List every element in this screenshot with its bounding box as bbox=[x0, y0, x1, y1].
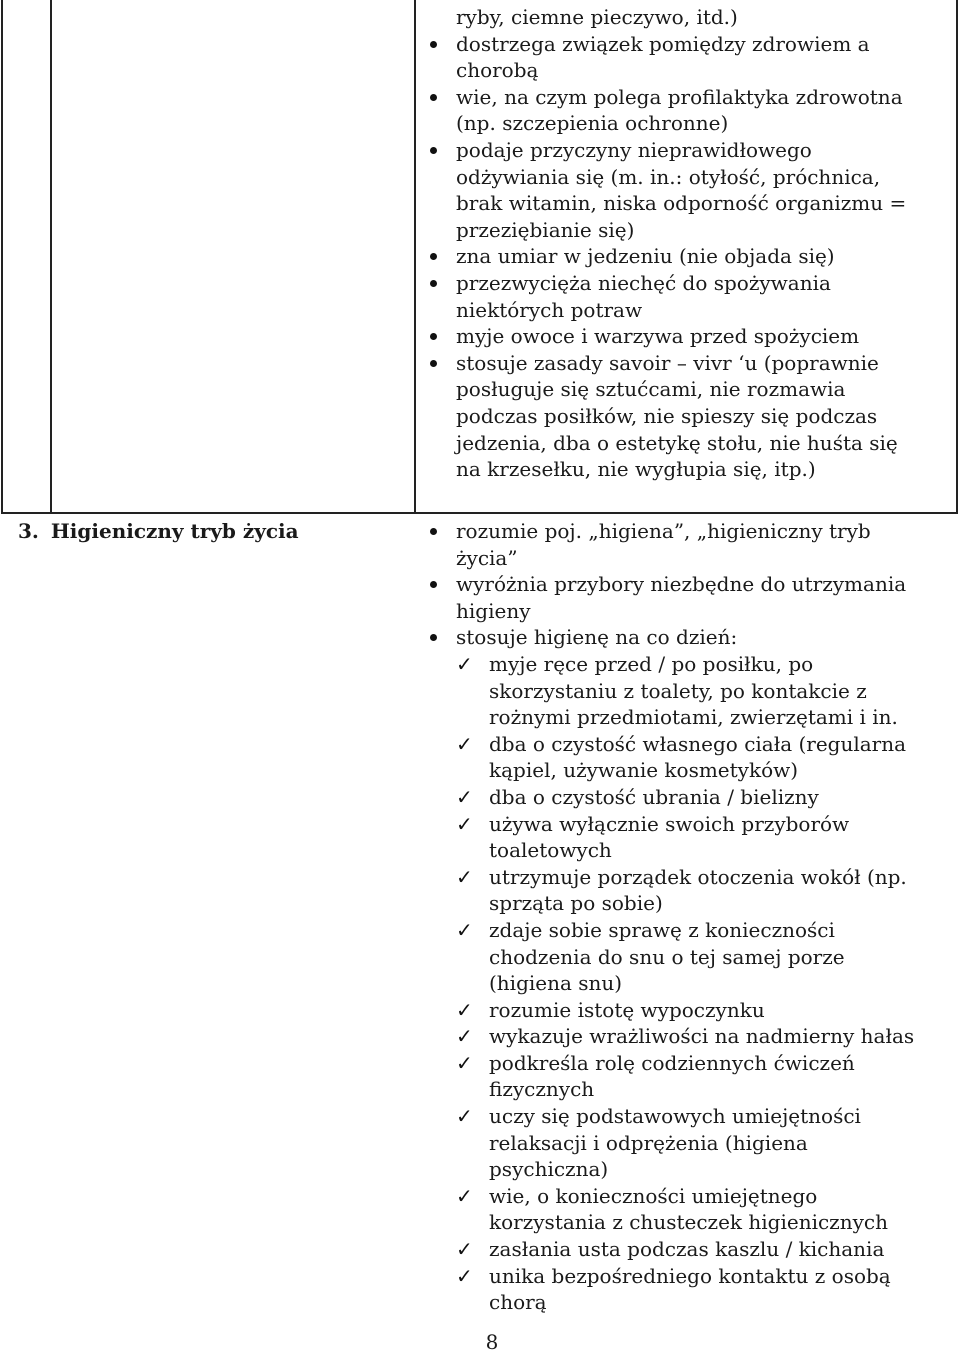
item-text: relaksacji i odprężenia (higiena bbox=[489, 1130, 808, 1155]
item-text: zasłania usta podczas kaszlu / kichania bbox=[489, 1237, 885, 1262]
checklist-item-continuation bbox=[420, 944, 955, 971]
item-text: posługuje się sztućcami, nie rozmawia bbox=[456, 377, 846, 402]
item-text: używa wyłącznie swoich przyborów bbox=[489, 811, 850, 836]
item-text: (np. szczepienia ochronne) bbox=[456, 111, 729, 136]
bullet-icon bbox=[430, 528, 437, 535]
item-text: psychiczna) bbox=[489, 1157, 609, 1182]
bullet-item-continuation bbox=[420, 545, 955, 572]
bullet-icon bbox=[430, 360, 437, 367]
bullet-icon bbox=[430, 333, 437, 340]
item-text: niektórych potraw bbox=[456, 297, 643, 322]
checklist-item bbox=[420, 997, 955, 1024]
bullet-item-continuation bbox=[420, 57, 955, 84]
checklist-item bbox=[420, 864, 955, 891]
bullet-icon bbox=[430, 94, 437, 101]
checklist-item-continuation bbox=[420, 704, 955, 731]
checkmark-icon: ✓ bbox=[456, 1104, 473, 1129]
item-text: chorobą bbox=[456, 58, 539, 83]
checklist-item-continuation bbox=[420, 1156, 955, 1183]
checkmark-icon: ✓ bbox=[456, 1050, 473, 1075]
bullet-item-continuation bbox=[420, 164, 955, 191]
item-text: higieny bbox=[456, 598, 531, 623]
table-border-middle-upper bbox=[50, 0, 52, 513]
item-text: jedzenia, dba o estetykę stołu, nie huśta się bbox=[456, 430, 898, 455]
checklist-item-continuation bbox=[420, 1130, 955, 1157]
checkmark-icon: ✓ bbox=[456, 1263, 473, 1288]
checklist-item-continuation bbox=[420, 970, 955, 997]
item-text: brak witamin, niska odporność organizmu = bbox=[456, 191, 907, 216]
checklist-item-continuation bbox=[420, 837, 955, 864]
bullet-item bbox=[420, 243, 955, 270]
bullet-item-continuation bbox=[420, 190, 955, 217]
checklist-item-continuation bbox=[420, 890, 955, 917]
checkmark-icon: ✓ bbox=[456, 1237, 473, 1262]
bullet-item-continuation bbox=[420, 110, 955, 137]
bullet-item bbox=[420, 270, 955, 297]
bullet-item bbox=[420, 84, 955, 111]
checklist-item-continuation bbox=[420, 1209, 955, 1236]
bullet-icon bbox=[430, 280, 437, 287]
checkmark-icon: ✓ bbox=[456, 1024, 473, 1049]
section-title: Higieniczny tryb życia bbox=[50, 519, 299, 543]
checklist-item bbox=[420, 651, 955, 678]
item-text: wyróżnia przybory niezbędne do utrzymania bbox=[456, 572, 907, 597]
section-heading bbox=[18, 518, 299, 545]
bullet-icon bbox=[430, 147, 437, 154]
checklist-item bbox=[420, 1263, 955, 1290]
item-text: życia” bbox=[456, 545, 518, 570]
table-row-nutrition-continued bbox=[0, 0, 960, 513]
item-text: ryby, ciemne pieczywo, itd.) bbox=[456, 5, 738, 29]
item-text: dba o czystość ubrania / bielizny bbox=[489, 784, 819, 809]
checklist-item bbox=[420, 917, 955, 944]
item-text: kąpiel, używanie kosmetyków) bbox=[489, 758, 799, 783]
bullet-item-continuation bbox=[420, 598, 955, 625]
item-text: dostrzega związek pomiędzy zdrowiem a bbox=[456, 31, 870, 56]
item-text: uczy się podstawowych umiejętności bbox=[489, 1104, 861, 1129]
bullet-item-continuation bbox=[420, 217, 955, 244]
bullet-icon bbox=[430, 581, 437, 588]
checklist-item-continuation bbox=[420, 1289, 955, 1316]
bullet-item bbox=[420, 571, 955, 598]
item-text: dba o czystość własnego ciała (regularna bbox=[489, 731, 907, 756]
checkmark-icon: ✓ bbox=[456, 811, 473, 836]
checklist-item bbox=[420, 731, 955, 758]
item-text: stosuje higienę na co dzień: bbox=[456, 625, 738, 650]
item-text: na krzesełku, nie wygłupia się, itp.) bbox=[456, 457, 816, 482]
bullet-icon bbox=[430, 253, 437, 260]
checkmark-icon: ✓ bbox=[456, 864, 473, 889]
checkmark-icon: ✓ bbox=[456, 731, 473, 756]
item-text: odżywiania się (m. in.: otyłość, próchnica, bbox=[456, 164, 881, 189]
bullet-item bbox=[420, 137, 955, 164]
item-text: wie, na czym polega profilaktyka zdrowotna bbox=[456, 84, 903, 109]
outcomes-cell bbox=[420, 518, 955, 1316]
checklist-item-continuation bbox=[420, 678, 955, 705]
item-text: chodzenia do snu o tej samej porze bbox=[489, 944, 845, 969]
bullet-item-continuation bbox=[420, 297, 955, 324]
checkmark-icon: ✓ bbox=[456, 651, 473, 676]
checkmark-icon: ✓ bbox=[456, 1183, 473, 1208]
item-text: rozumie istotę wypoczynku bbox=[489, 997, 765, 1022]
bullet-item-continuation bbox=[420, 430, 955, 457]
checklist-item bbox=[420, 1236, 955, 1263]
item-text: skorzystaniu z toalety, po kontakcie z bbox=[489, 678, 867, 703]
item-text: chorą bbox=[489, 1290, 547, 1315]
item-text: podkreśla rolę codziennych ćwiczeń bbox=[489, 1050, 855, 1075]
table-border-column-divider bbox=[414, 0, 416, 513]
outcomes-cell bbox=[420, 4, 955, 483]
bullet-item-continuation bbox=[420, 403, 955, 430]
bullet-item bbox=[420, 350, 955, 377]
item-text: przezwycięża niechęć do spożywania bbox=[456, 270, 831, 295]
bullet-icon bbox=[430, 41, 437, 48]
item-text: zna umiar w jedzeniu (nie objada się) bbox=[456, 244, 835, 269]
section-number: 3. bbox=[18, 519, 39, 543]
table-border-left bbox=[1, 0, 3, 513]
bullet-item bbox=[420, 323, 955, 350]
item-text: podaje przyczyny nieprawidłowego bbox=[456, 137, 812, 162]
checkmark-icon: ✓ bbox=[456, 784, 473, 809]
item-text: stosuje zasady savoir – vivr ‘u (poprawnie bbox=[456, 350, 879, 375]
table-border-row-divider bbox=[1, 512, 958, 514]
checklist-item-continuation bbox=[420, 757, 955, 784]
item-text: rożnymi przedmiotami, zwierzętami i in. bbox=[489, 705, 898, 730]
page-number: 8 bbox=[485, 1330, 499, 1354]
item-text: toaletowych bbox=[489, 838, 612, 863]
table-border-right bbox=[956, 0, 958, 513]
item-text: myje owoce i warzywa przed spożyciem bbox=[456, 324, 860, 349]
bullet-item-continuation bbox=[420, 4, 955, 31]
checkmark-icon: ✓ bbox=[456, 997, 473, 1022]
item-text: sprząta po sobie) bbox=[489, 891, 663, 916]
item-text: unika bezpośredniego kontaktu z osobą bbox=[489, 1263, 891, 1288]
item-text: (higiena snu) bbox=[489, 971, 623, 996]
checklist-item bbox=[420, 1023, 955, 1050]
checklist-item bbox=[420, 1183, 955, 1210]
bullet-item bbox=[420, 518, 955, 545]
item-text: fizycznych bbox=[489, 1077, 595, 1102]
checklist-item bbox=[420, 784, 955, 811]
bullet-icon bbox=[430, 634, 437, 641]
item-text: wie, o konieczności umiejętnego bbox=[489, 1183, 818, 1208]
checklist-item-continuation bbox=[420, 1076, 955, 1103]
item-text: myje ręce przed / po posiłku, po bbox=[489, 651, 814, 676]
item-text: podczas posiłków, nie spieszy się podczas bbox=[456, 403, 878, 428]
table-row-hygiene bbox=[0, 513, 960, 1323]
item-text: korzystania z chusteczek higienicznych bbox=[489, 1210, 888, 1235]
item-text: zdaje sobie sprawę z konieczności bbox=[489, 917, 835, 942]
bullet-item-continuation bbox=[420, 376, 955, 403]
item-text: wykazuje wrażliwości na nadmierny hałas bbox=[489, 1024, 915, 1049]
bullet-item bbox=[420, 31, 955, 58]
bullet-item bbox=[420, 624, 955, 651]
checklist-item bbox=[420, 1050, 955, 1077]
item-text: rozumie poj. „higiena”, „higieniczny tryb bbox=[456, 519, 871, 543]
checklist-item bbox=[420, 811, 955, 838]
item-text: przeziębianie się) bbox=[456, 217, 635, 242]
bullet-item-continuation bbox=[420, 456, 955, 483]
checkmark-icon: ✓ bbox=[456, 917, 473, 942]
checklist-item bbox=[420, 1103, 955, 1130]
item-text: utrzymuje porządek otoczenia wokół (np. bbox=[489, 864, 907, 889]
